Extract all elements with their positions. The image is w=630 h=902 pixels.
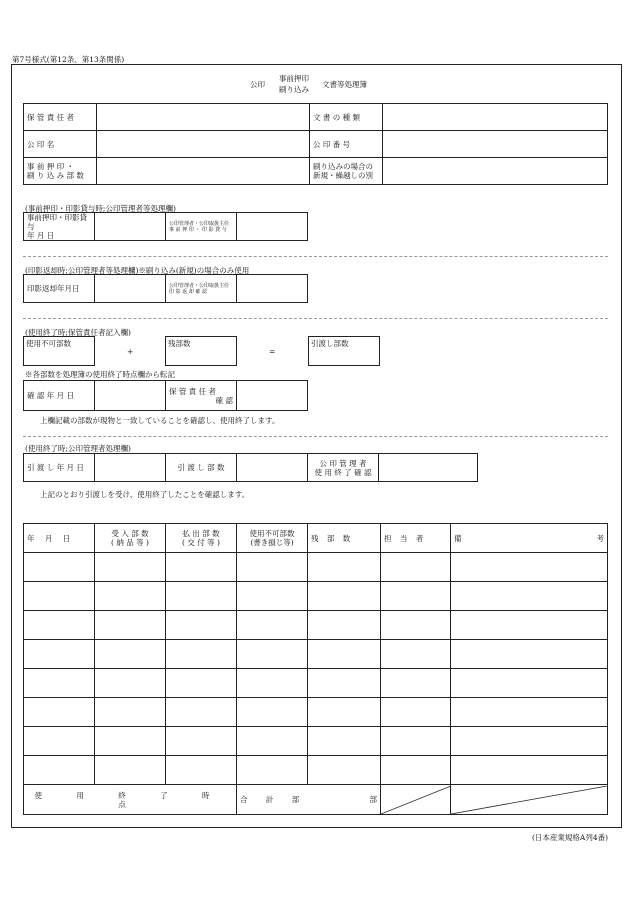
handover-label: 引渡し部数 (311, 339, 349, 348)
sec3-statement: 上欄記載の部数が現物と一致していることを確認し、使用終了します。 (40, 416, 280, 425)
sec3-confirm-table (23, 380, 308, 411)
sec1-confirm-label: 公印管理者・公印取扱主任 事 前 押 印 ・ 印 影 貸 与 (166, 213, 237, 241)
doc-type-label: 文 書 の 種 類 (310, 104, 383, 131)
footer-total: 合 計 部 部 (237, 785, 381, 815)
form-title: 第7号様式(第12条、第13条関係) (12, 55, 125, 64)
sec1-date-field[interactable] (95, 213, 166, 241)
confirm-date-field[interactable] (95, 381, 166, 411)
remaining-box[interactable] (165, 336, 237, 366)
footer-label: 使 用 終 了 時 点 (24, 785, 237, 815)
mgr-confirm-label: 公 印 管 理 者 使 用 終 了 確 認 (308, 454, 379, 482)
divider-2 (23, 318, 608, 319)
col-staff: 担 当 者 (381, 524, 451, 553)
info-table (23, 103, 608, 185)
manager-field[interactable] (97, 104, 310, 131)
unusable-label: 使用不可部数 (26, 339, 71, 348)
handover-date-field[interactable] (95, 454, 166, 482)
ledger-footer-row (24, 785, 608, 815)
manager-label: 保 管 責 任 者 (24, 104, 97, 131)
handover-box[interactable] (308, 336, 380, 366)
table-row[interactable] (24, 669, 608, 698)
sec1-heading: (事前押印・印影貸与時;公印管理者等処理欄) (25, 204, 176, 213)
remaining-label: 残部数 (168, 339, 191, 348)
sec4-statement: 上記のとおり引渡しを受け、使用終了したことを確認します。 (40, 490, 250, 499)
sec3-heading: (使用終了時;保管責任者記入欄) (25, 328, 131, 337)
standard-note: (日本産業規格A列4番) (532, 833, 609, 842)
header-option-1: 事前押印 (279, 74, 309, 83)
confirm-mgr-field[interactable] (237, 381, 308, 411)
handover-count-field[interactable] (237, 454, 308, 482)
ledger-table (23, 523, 608, 815)
divider-1 (23, 256, 608, 257)
confirm-date-label: 確 認 年 月 日 (24, 381, 95, 411)
table-row[interactable] (24, 582, 608, 611)
sec2-heading: (印影返却時;公印管理者等処理欄)※刷り込み(新規)の場合のみ使用 (25, 266, 250, 275)
sec3-note: ※各部数を処理簿の使用終了時点欄から転記 (25, 370, 175, 379)
footer-staff-slash (381, 785, 451, 815)
slash-mark (451, 786, 607, 814)
pre-count-label: 事 前 押 印 ・ 刷 り 込 み 部 数 (24, 158, 97, 185)
confirm-mgr-label: 保 管 責 任 者 確 認 (166, 381, 237, 411)
header-option-2: 刷り込み (279, 85, 309, 94)
equals-sign: = (269, 347, 276, 356)
table-row[interactable] (24, 640, 608, 669)
seal-number-field[interactable] (383, 131, 608, 158)
footer-remarks-slash (451, 785, 608, 815)
sec1-confirm-field[interactable] (237, 213, 308, 241)
pre-count-field[interactable] (97, 158, 310, 185)
col-remarks: 備 考 (451, 524, 608, 553)
sec4-heading: (使用終了時;公印管理者処理欄) (25, 444, 131, 453)
slash-mark (381, 786, 451, 814)
handover-count-label: 引 渡 し 部 数 (166, 454, 237, 482)
sec4-table (23, 453, 478, 482)
seal-number-label: 公 印 番 号 (310, 131, 383, 158)
sec2-table (23, 274, 308, 303)
col-in: 受 入 部 数 ( 納 品 等 ) (95, 524, 166, 553)
header-seal: 公印 (250, 80, 265, 89)
divider-3 (23, 436, 608, 437)
table-row[interactable] (24, 756, 608, 785)
col-unusable: 使用不可部数 (書き損じ等) (237, 524, 308, 553)
seal-name-field[interactable] (97, 131, 310, 158)
col-remaining: 残 部 数 (308, 524, 381, 553)
plus-sign: + (127, 347, 134, 356)
unusable-box[interactable] (23, 336, 95, 366)
sec1-table (23, 212, 308, 241)
sec2-date-label: 印影返却年月日 (24, 275, 95, 303)
mgr-confirm-field[interactable] (379, 454, 478, 482)
sec1-date-label: 事前押印・印影貸与 年 月 日 (24, 213, 95, 241)
col-date: 年 月 日 (24, 524, 95, 553)
print-case-field[interactable] (383, 158, 608, 185)
table-row[interactable] (24, 698, 608, 727)
handover-date-label: 引 渡 し 年 月 日 (24, 454, 95, 482)
sec2-confirm-label: 公印管理者・公印取扱主任 印 影 返 却 確 認 (166, 275, 237, 303)
header-ledger-name: 文書等処理簿 (322, 80, 367, 89)
seal-name-label: 公 印 名 (24, 131, 97, 158)
ledger-header-row (24, 524, 608, 553)
sec2-confirm-field[interactable] (237, 275, 308, 303)
table-row[interactable] (24, 727, 608, 756)
col-out: 払 出 部 数 ( 交 付 等 ) (166, 524, 237, 553)
doc-type-field[interactable] (383, 104, 608, 131)
table-row[interactable] (24, 553, 608, 582)
print-case-label: 刷り込みの場合の 新規・繰越しの別 (310, 158, 383, 185)
table-row[interactable] (24, 611, 608, 640)
sec2-date-field[interactable] (95, 275, 166, 303)
